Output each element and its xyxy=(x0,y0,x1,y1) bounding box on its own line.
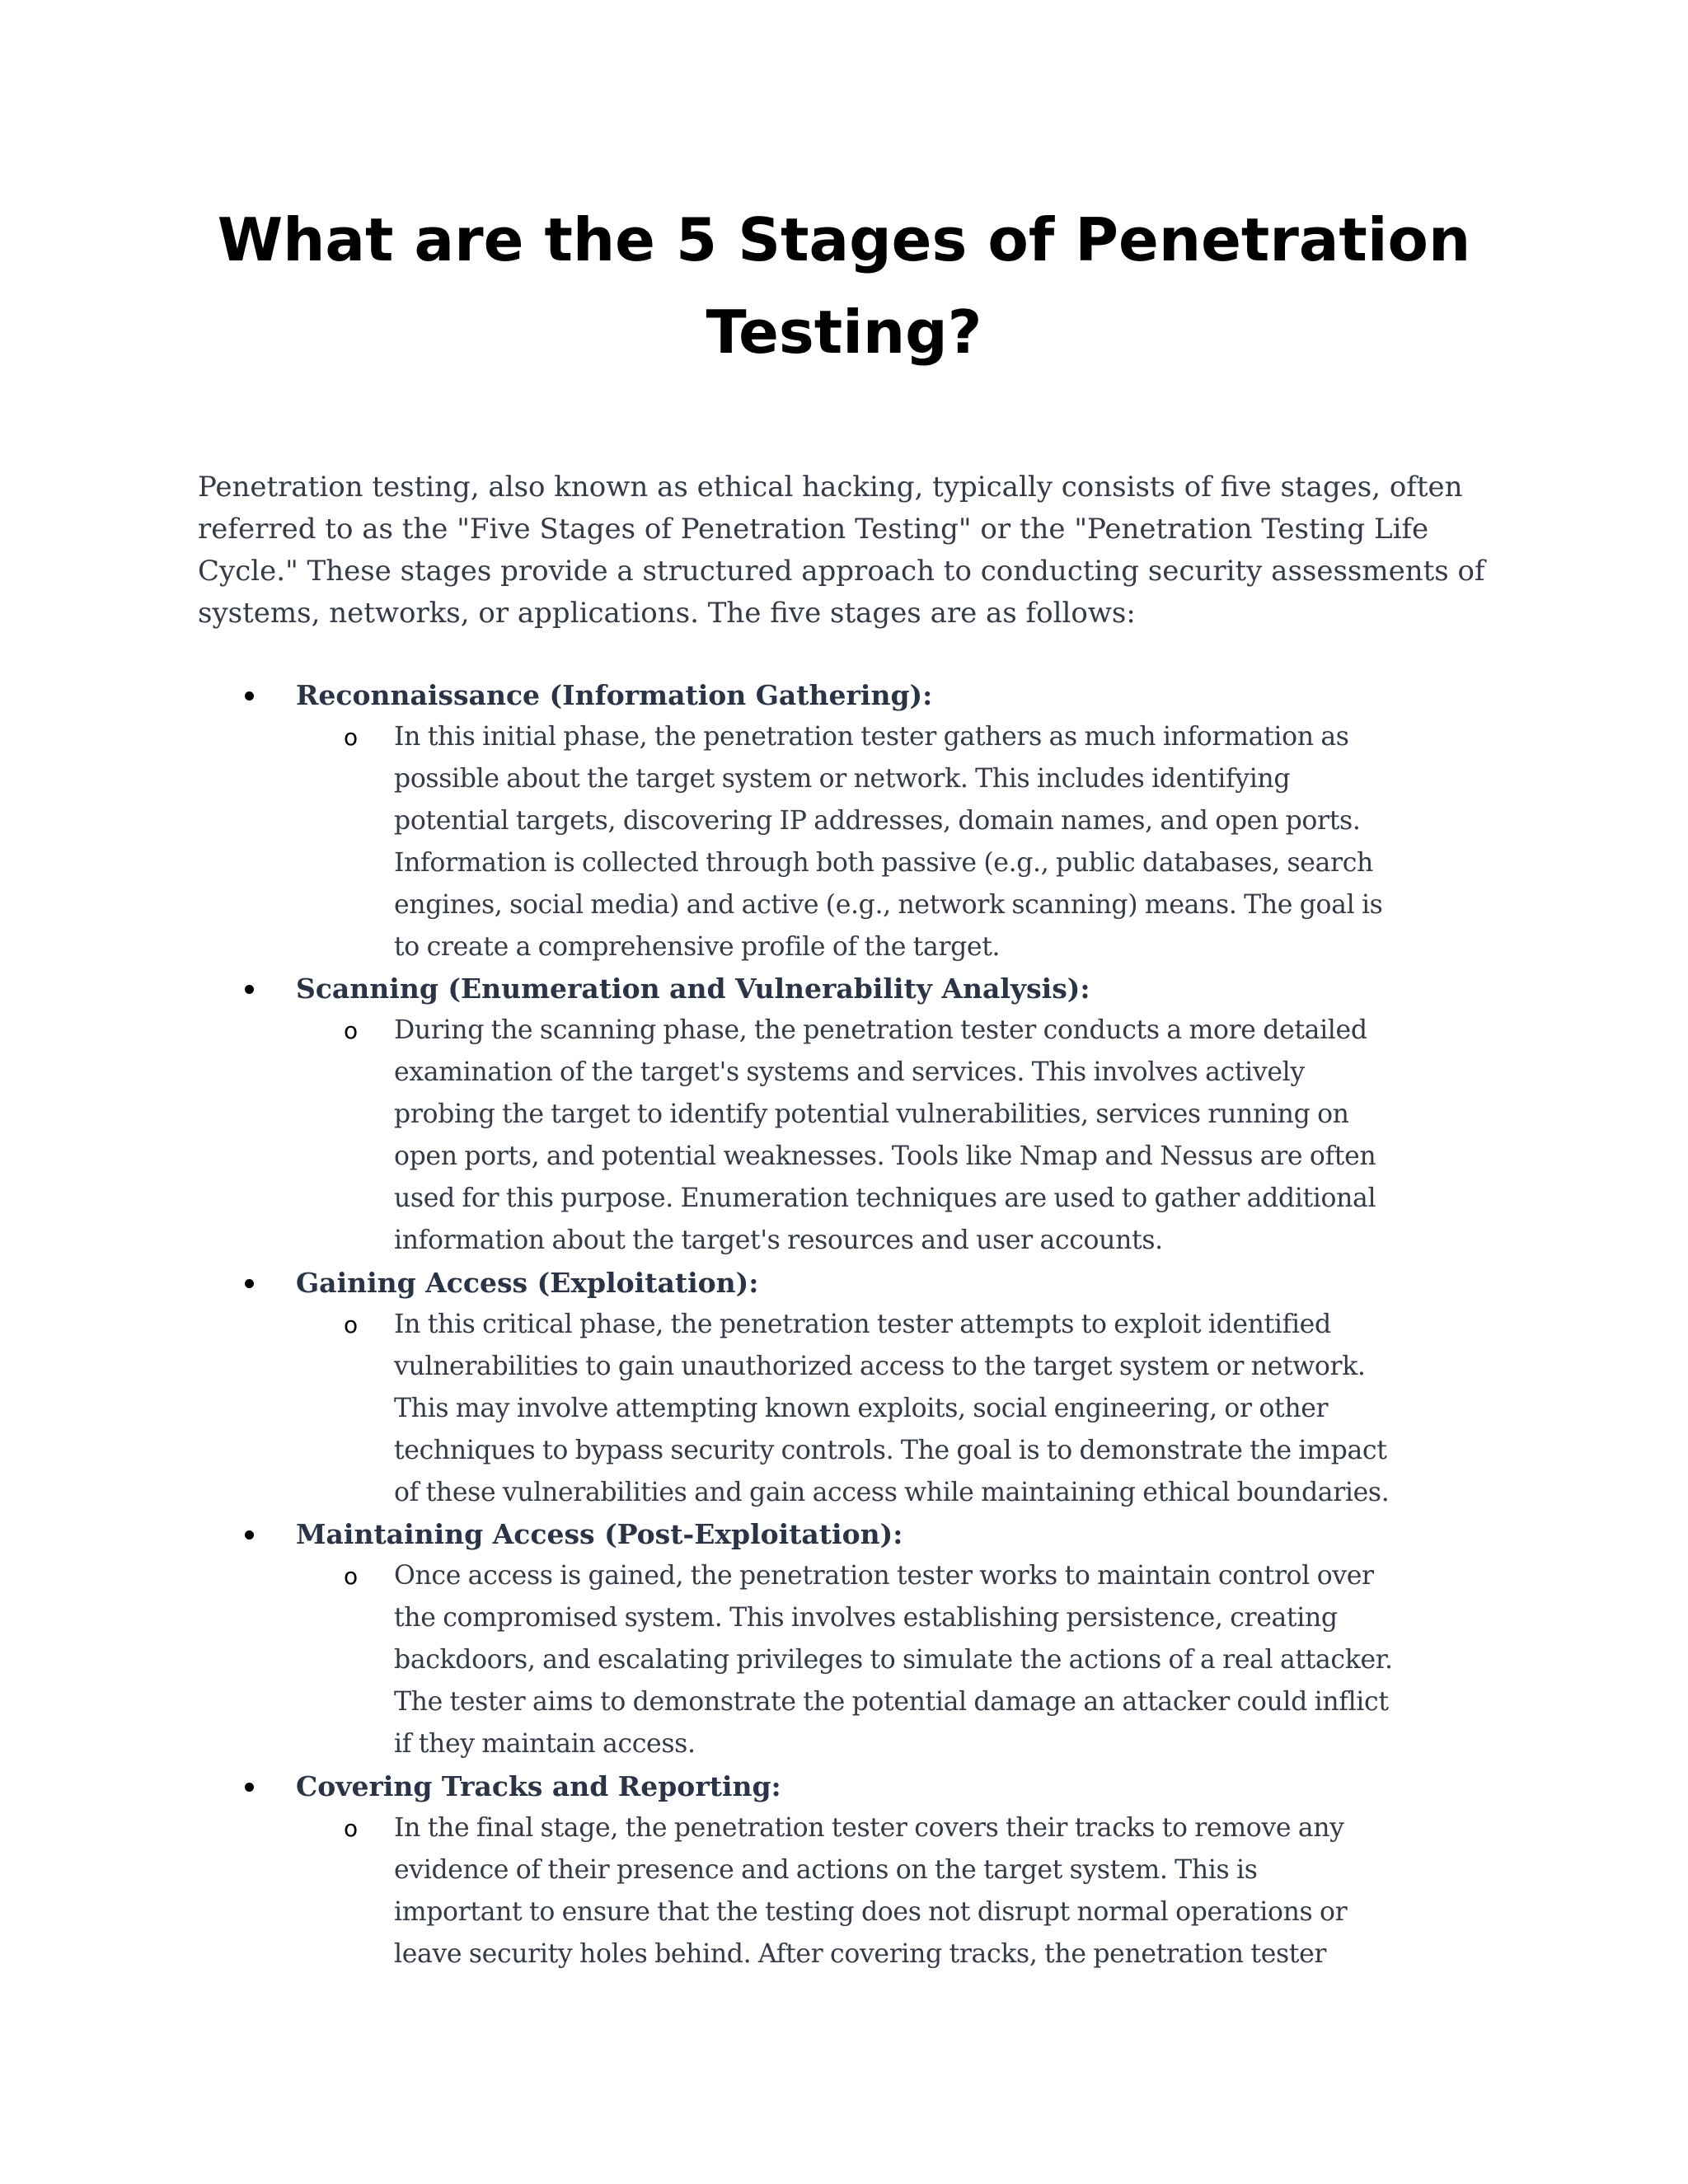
bullet-icon xyxy=(245,1279,254,1288)
description-line: used for this purpose. Enumeration techniques are used to gather additional xyxy=(394,1183,1376,1214)
sub-bullet-icon: o xyxy=(344,1017,359,1045)
stage-description-text xyxy=(394,1807,1490,1975)
description-line: of these vulnerabilities and gain access while maintaining ethical boundaries. xyxy=(394,1477,1390,1507)
description-line: During the scanning phase, the penetration tester conducts a more detailed xyxy=(394,1015,1367,1046)
description-line: important to ensure that the testing does not disrupt normal operations or xyxy=(394,1896,1348,1927)
stage-description xyxy=(296,1555,1490,1765)
description-line: open ports, and potential weaknesses. Tools like Nmap and Nessus are often xyxy=(394,1141,1376,1172)
description-line: techniques to bypass security controls. The goal is to demonstrate the impact xyxy=(394,1435,1387,1465)
stage-item xyxy=(198,1513,1490,1765)
stage-description-text xyxy=(394,1555,1490,1765)
description-line: evidence of their presence and actions on the target system. This is xyxy=(394,1854,1258,1885)
stage-description xyxy=(296,1304,1490,1514)
description-line: the compromised system. This involves establishing persistence, creating xyxy=(394,1603,1338,1633)
stage-description-text xyxy=(394,1304,1490,1514)
sub-bullet-icon: o xyxy=(344,1563,359,1591)
intro-paragraph: Penetration testing, also known as ethical hacking, typically consists of five stages, often referred to as the "Five Stages of Penetration Testing" or the "Penetration Testing Life Cycle." These stages provide a structured approach to conducting security assessments of systems, networks, or applications. The five stages are as follows: xyxy=(198,471,1485,630)
description-line: In this critical phase, the penetration tester attempts to exploit identified xyxy=(394,1309,1331,1339)
description-line: examination of the target's systems and services. This involves actively xyxy=(394,1057,1305,1088)
description-line: backdoors, and escalating privileges to simulate the actions of a real attacker. xyxy=(394,1645,1393,1675)
stage-heading: Covering Tracks and Reporting: xyxy=(296,1769,781,1802)
document-title: What are the 5 Stages of Penetration Testing? xyxy=(217,205,1471,367)
stage-description xyxy=(296,1010,1490,1261)
description-line: vulnerabilities to gain unauthorized access to the target system or network. xyxy=(394,1351,1366,1381)
stage-heading: Maintaining Access (Post-Exploitation): xyxy=(296,1518,903,1551)
stage-description xyxy=(296,1807,1490,1975)
description-line: Information is collected through both passive (e.g., public databases, search xyxy=(394,847,1373,878)
sub-bullet-icon: o xyxy=(344,1814,359,1842)
description-line: engines, social media) and active (e.g., network scanning) means. The goal is xyxy=(394,889,1383,920)
bullet-icon xyxy=(245,691,254,701)
description-line: possible about the target system or network. This includes identifying xyxy=(394,763,1291,794)
stage-heading: Gaining Access (Exploitation): xyxy=(296,1266,759,1299)
bullet-icon xyxy=(245,1783,254,1792)
bullet-icon xyxy=(245,1530,254,1540)
description-line: This may involve attempting known exploits, social engineering, or other xyxy=(394,1393,1329,1423)
stage-heading: Reconnaissance (Information Gathering): xyxy=(296,679,933,711)
description-line: In the final stage, the penetration tester covers their tracks to remove any xyxy=(394,1812,1344,1843)
stage-heading: Scanning (Enumeration and Vulnerability Analysis): xyxy=(296,972,1090,1005)
stage-description-text xyxy=(394,1010,1490,1261)
bullet-icon xyxy=(245,985,254,994)
stage-item xyxy=(198,1262,1490,1514)
stage-description xyxy=(296,716,1490,968)
stages-list xyxy=(198,674,1490,1975)
sub-bullet-icon: o xyxy=(344,724,359,751)
description-line: potential targets, discovering IP addresses, domain names, and open ports. xyxy=(394,805,1361,836)
description-line: In this initial phase, the penetration tester gathers as much information as xyxy=(394,722,1349,752)
description-line: if they maintain access. xyxy=(394,1729,696,1760)
stage-item xyxy=(198,674,1490,968)
stage-item xyxy=(198,968,1490,1261)
sub-bullet-icon: o xyxy=(344,1310,359,1338)
description-line: Once access is gained, the penetration tester works to maintain control over xyxy=(394,1561,1374,1591)
stage-item xyxy=(198,1765,1490,1975)
description-line: information about the target's resources and user accounts. xyxy=(394,1225,1163,1255)
description-line: The tester aims to demonstrate the potential damage an attacker could inflict xyxy=(394,1687,1389,1718)
description-line: probing the target to identify potential vulnerabilities, services running on xyxy=(394,1099,1349,1130)
description-line: to create a comprehensive profile of the target. xyxy=(394,931,1001,962)
description-line: leave security holes behind. After covering tracks, the penetration tester xyxy=(394,1938,1327,1969)
stage-description-text xyxy=(394,716,1490,968)
